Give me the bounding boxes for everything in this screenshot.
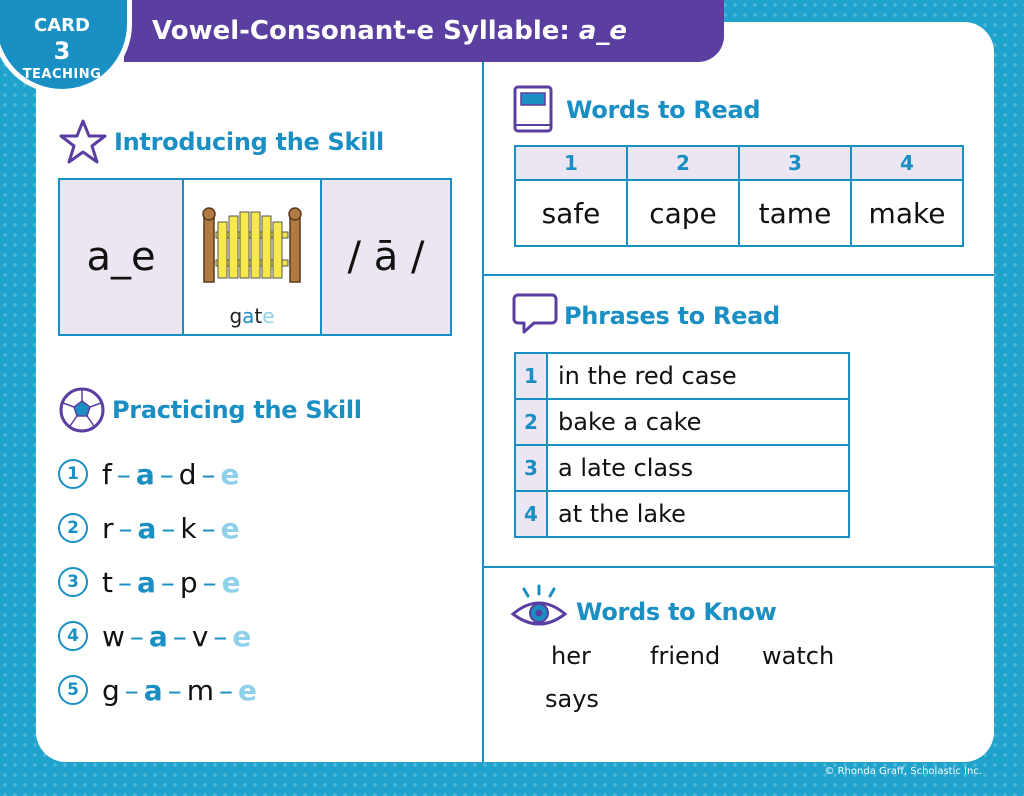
dash: – — [213, 619, 228, 653]
practice-number: 4 — [58, 621, 88, 651]
practice-number: 3 — [58, 567, 88, 597]
words-to-read-heading: Words to Read — [566, 96, 761, 124]
word-cell: cape — [627, 180, 739, 246]
sight-word: says — [545, 685, 599, 713]
words-table — [514, 145, 964, 247]
horizontal-divider — [482, 566, 994, 568]
practice-vowel: a — [135, 457, 155, 491]
book-icon — [512, 84, 556, 136]
practice-silent-e: e — [232, 619, 252, 653]
practice-consonant: m — [186, 673, 214, 707]
practice-consonant: r — [102, 511, 114, 545]
phrases-to-read-heading: Phrases to Read — [564, 302, 780, 330]
phrase-text: at the lake — [547, 491, 849, 537]
practice-letters — [102, 620, 251, 653]
table-row — [515, 491, 849, 537]
column-number: 4 — [851, 146, 963, 180]
sight-word: her — [551, 642, 591, 670]
practice-item — [58, 456, 298, 492]
practice-number: 2 — [58, 513, 88, 543]
practice-silent-e: e — [237, 673, 257, 707]
banner-pattern: a_e — [578, 16, 628, 46]
dash: – — [118, 511, 133, 545]
column-number: 1 — [515, 146, 627, 180]
sound-box: / ā / — [322, 180, 450, 334]
intro-heading: Introducing the Skill — [114, 128, 384, 156]
table-row — [515, 445, 849, 491]
practice-vowel: a — [148, 619, 168, 653]
horizontal-divider — [482, 274, 994, 276]
practice-consonant: p — [179, 565, 198, 599]
dash: – — [218, 673, 233, 707]
banner-title: Vowel-Consonant-e Syllable: — [152, 16, 570, 46]
phrase-number: 3 — [515, 445, 547, 491]
phrase-text: a late class — [547, 445, 849, 491]
dash: – — [172, 619, 187, 653]
practice-vowel: a — [143, 673, 163, 707]
practice-silent-e: e — [220, 511, 240, 545]
phrase-number: 4 — [515, 491, 547, 537]
dash: – — [202, 565, 217, 599]
picture-word-mid: t — [254, 304, 263, 328]
phrase-number: 1 — [515, 353, 547, 399]
dash: – — [116, 457, 131, 491]
practice-consonant: g — [102, 673, 120, 707]
badge-teaching-label: TEACHING — [22, 67, 102, 82]
copyright-text: © Rhonda Graff, Scholastic Inc. — [824, 766, 982, 777]
practice-heading: Practicing the Skill — [112, 396, 362, 424]
table-row — [515, 353, 849, 399]
dash: – — [201, 457, 216, 491]
dash: – — [129, 619, 144, 653]
practice-vowel: a — [137, 511, 157, 545]
words-to-know-heading: Words to Know — [576, 598, 777, 626]
picture-word-end: e — [262, 304, 275, 328]
practice-consonant: v — [191, 619, 209, 653]
practice-consonant: t — [102, 565, 113, 599]
picture-box — [184, 180, 322, 334]
badge-card-number: 3 — [53, 37, 71, 65]
column-number: 2 — [627, 146, 739, 180]
soccer-ball-icon — [58, 386, 106, 434]
sight-word: friend — [650, 642, 721, 670]
dash: – — [124, 673, 139, 707]
phrase-number: 2 — [515, 399, 547, 445]
dash: – — [159, 457, 174, 491]
badge-card-label: CARD — [34, 15, 90, 36]
word-cell: safe — [515, 180, 627, 246]
picture-word — [184, 304, 320, 328]
practice-silent-e: e — [220, 457, 240, 491]
word-cell: make — [851, 180, 963, 246]
phrases-table — [514, 352, 850, 538]
practice-item — [58, 564, 298, 600]
picture-word-vowel: a — [242, 304, 255, 328]
practice-consonant: w — [102, 619, 125, 653]
practice-item — [58, 618, 298, 654]
star-icon — [58, 118, 108, 166]
pattern-box: a_e — [60, 180, 184, 334]
table-row — [515, 399, 849, 445]
vertical-divider — [482, 60, 484, 762]
dash: – — [161, 511, 176, 545]
picture-word-start: g — [229, 304, 243, 328]
dash: – — [167, 673, 182, 707]
sight-word: watch — [762, 642, 835, 670]
intro-boxes — [58, 178, 452, 336]
practice-letters — [102, 512, 240, 545]
speech-bubble-icon — [512, 292, 558, 336]
column-number: 3 — [739, 146, 851, 180]
practice-silent-e: e — [221, 565, 241, 599]
practice-consonant: d — [178, 457, 197, 491]
title-banner — [124, 0, 724, 62]
eye-icon — [510, 584, 568, 632]
practice-consonant: k — [180, 511, 197, 545]
practice-item — [58, 672, 298, 708]
practice-letters — [102, 458, 240, 491]
phrase-text: in the red case — [547, 353, 849, 399]
practice-letters — [102, 566, 241, 599]
gate-icon — [202, 206, 302, 284]
dash: – — [160, 565, 175, 599]
practice-number: 5 — [58, 675, 88, 705]
card-badge — [0, 0, 132, 94]
phrase-text: bake a cake — [547, 399, 849, 445]
practice-consonant: f — [102, 457, 112, 491]
practice-vowel: a — [136, 565, 156, 599]
practice-letters — [102, 674, 257, 707]
dash: – — [201, 511, 216, 545]
practice-number: 1 — [58, 459, 88, 489]
word-cell: tame — [739, 180, 851, 246]
dash: – — [117, 565, 132, 599]
practice-item — [58, 510, 298, 546]
